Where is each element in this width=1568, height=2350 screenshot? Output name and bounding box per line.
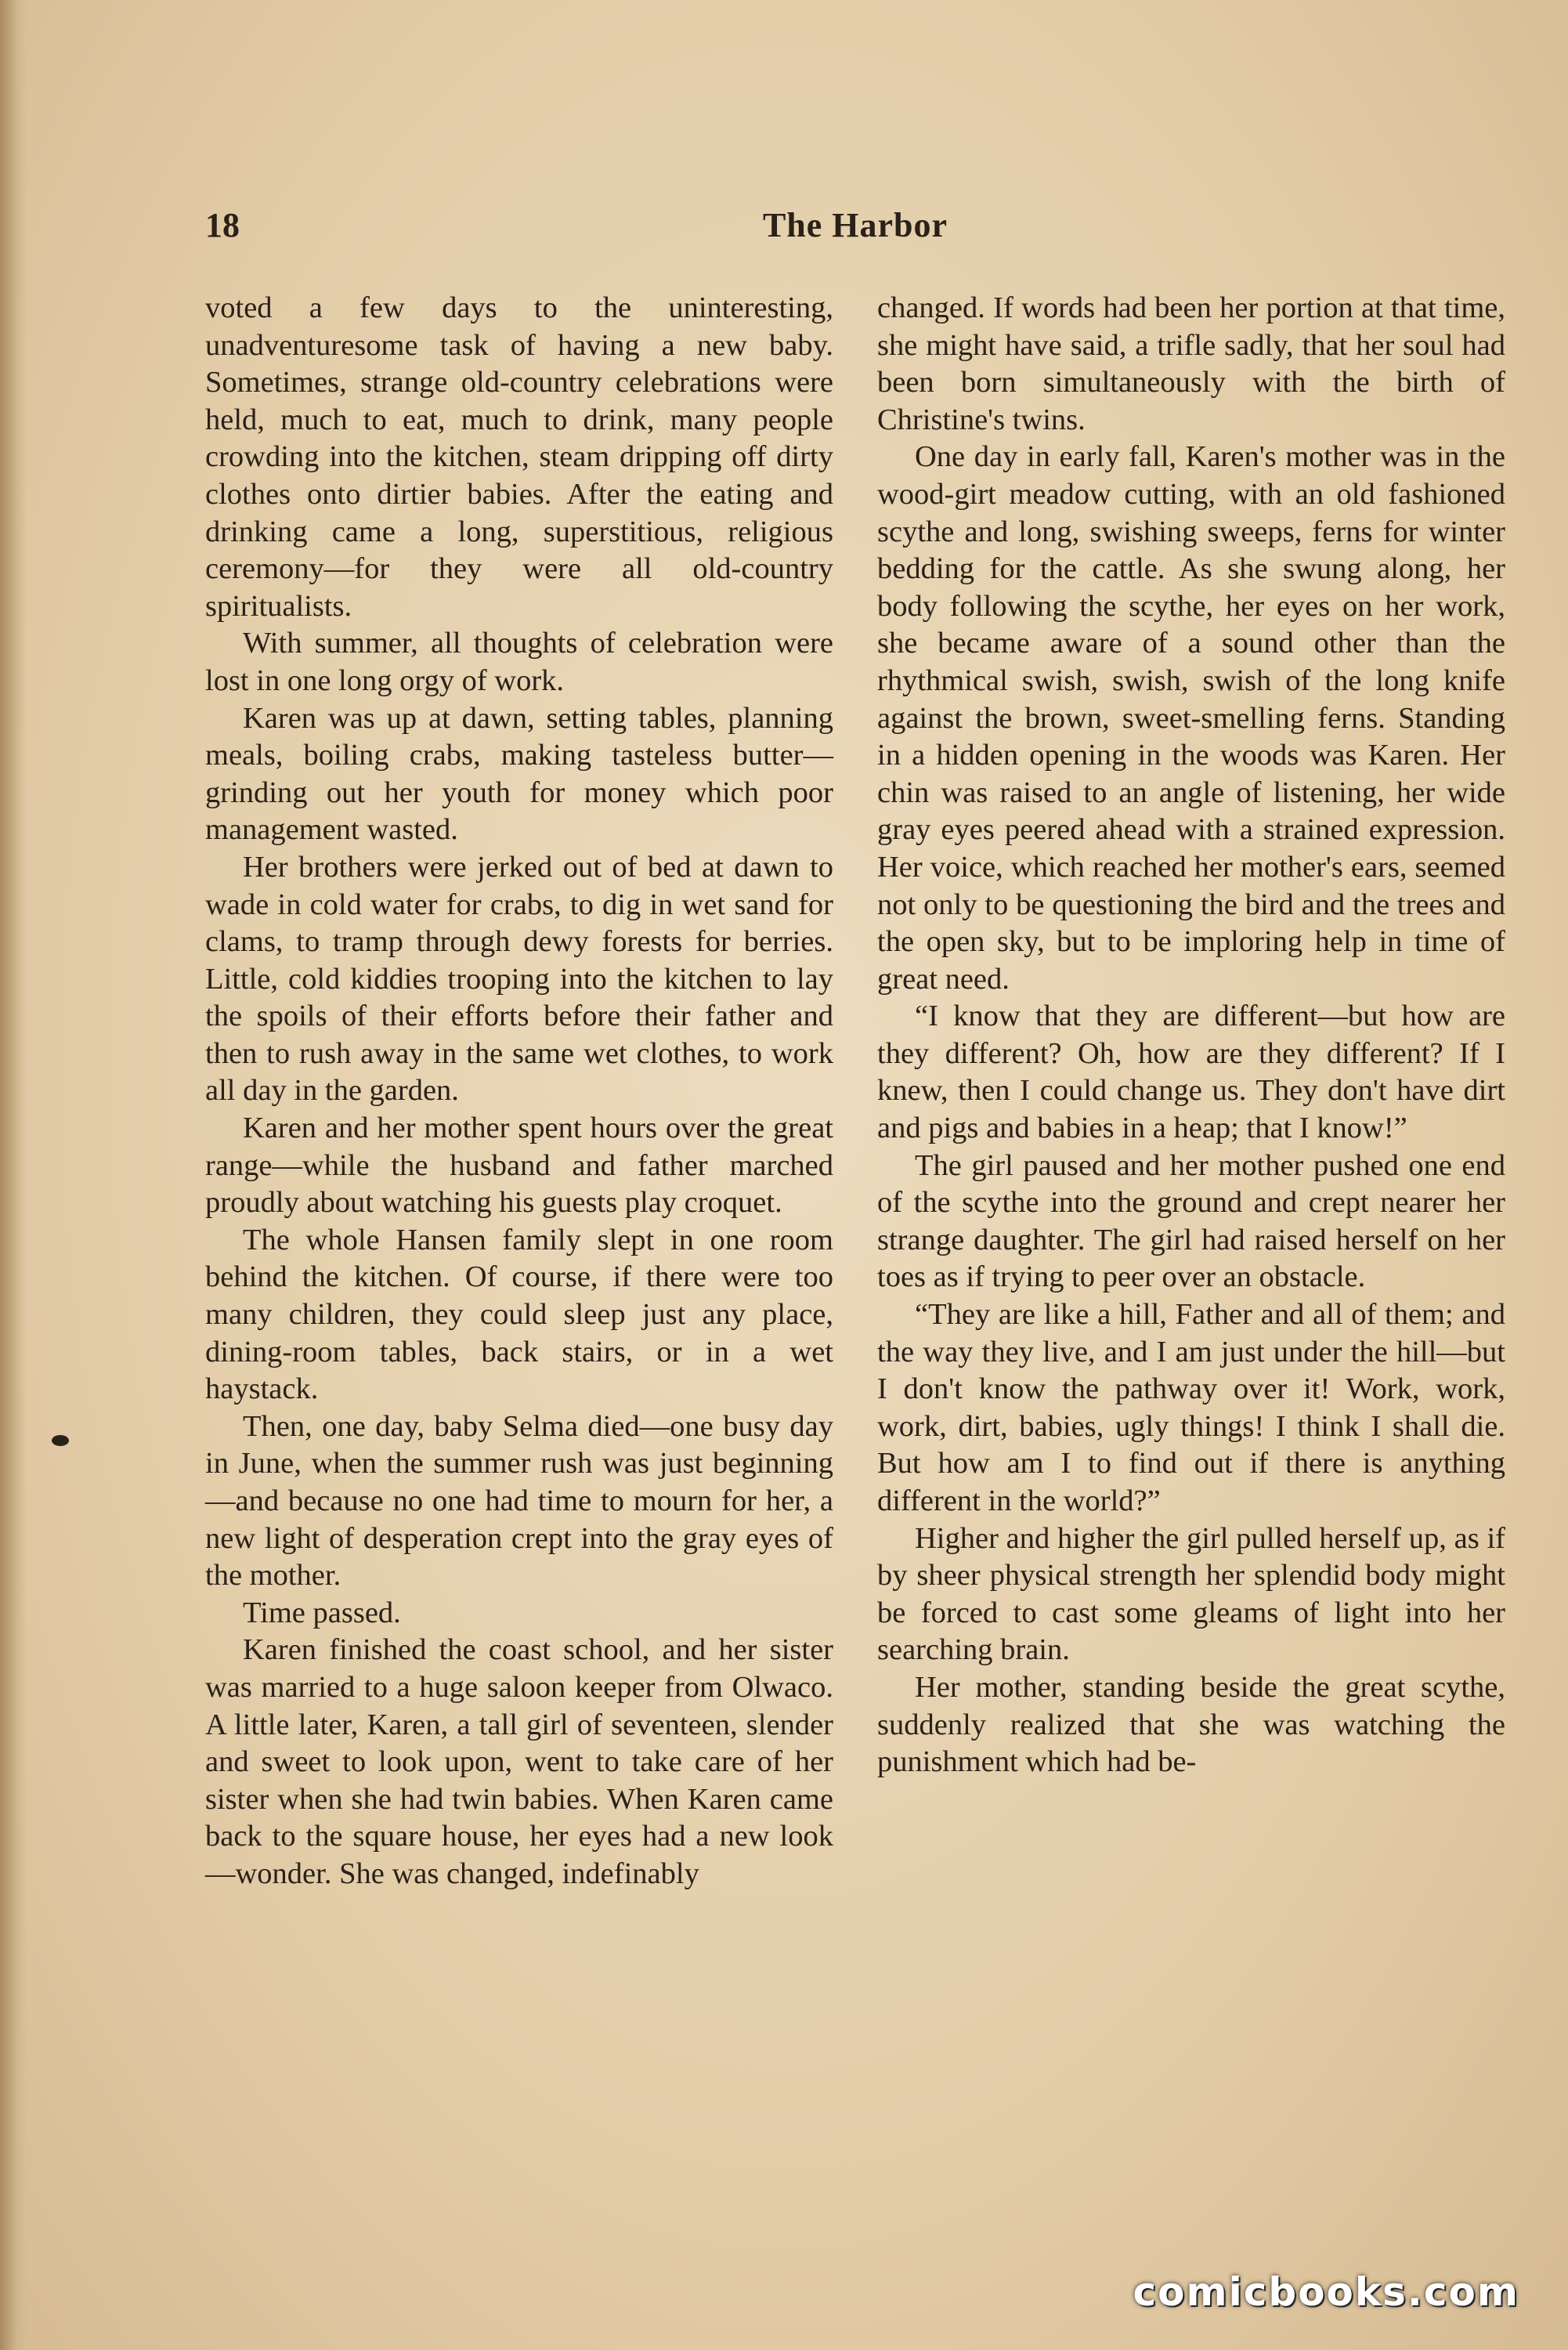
running-title: The Harbor	[762, 206, 948, 244]
paragraph: Karen finished the coast school, and her sister was married to a huge saloon keeper from Olwaco. A little later, Karen, a tall girl of seventeen, slender and sweet to look upon, went to take care of her sister when she had twin babies. When Karen came back to the square house, her eyes had a new look—wonder. She was changed, indefinably	[205, 1633, 833, 1890]
paragraph: “I know that they are different—but how are they different? Oh, how are they different? If I knew, then I could change us. They don't have dirt and pigs and babies in a heap; that I know!”	[877, 1000, 1505, 1145]
site-watermark: comicbooks.com	[1133, 2269, 1519, 2315]
paragraph: The girl paused and her mother pushed one end of the scythe into the ground and crept nearer her strange daughter. The girl had raised herself on her toes as if trying to peer over an obstacle.	[877, 1148, 1505, 1294]
left-column	[205, 290, 833, 1893]
paragraph: Time passed.	[243, 1596, 401, 1629]
paragraph: Her mother, standing beside the great scythe, suddenly realized that she was watching the punishment which had be-	[877, 1670, 1505, 1779]
paragraph: Karen and her mother spent hours over the great range—while the husband and father marched proudly about watching his guests play croquet.	[205, 1112, 833, 1220]
paragraph: “They are like a hill, Father and all of them; and the way they live, and I am just under the hill—but I don't know the pathway over it! Work, work, work, dirt, babies, ugly things! I think I shall die. But how am I to find out if there is anything different in the world?”	[877, 1298, 1505, 1517]
ink-speck	[52, 1435, 69, 1446]
page-spine-shadow	[0, 0, 27, 2350]
paragraph: Karen was up at dawn, setting tables, planning meals, boiling crabs, making tasteless butter—grinding out her youth for money which poor management wasted.	[205, 701, 833, 847]
paragraph: With summer, all thoughts of celebration were lost in one long orgy of work.	[205, 627, 833, 697]
paragraph: Then, one day, baby Selma died—one busy day in June, when the summer rush was just beginning—and because no one had time to mourn for her, a new light of desperation crept into the gray eyes of the mother.	[205, 1409, 833, 1593]
page-header	[205, 205, 1505, 260]
paragraph: One day in early fall, Karen's mother was in the wood-girt meadow cutting, with an old fashioned scythe and long, swishing sweeps, ferns for winter bedding for the cattle. As she swung along, her body following the scythe, her eyes on her work, she became aware of a sound other than the rhythmical swish, swish, swish of the long knife against the brown, sweet-smelling ferns. Standing in a hidden opening in the woods was Karen. Her chin was raised to an angle of listening, her wide gray eyes peered ahead with a strained expression. Her voice, which reached her mother's ears, seemed not only to be questioning the bird and the trees and the open sky, but to be imploring help in time of great need.	[877, 440, 1505, 996]
paragraph: Her brothers were jerked out of bed at dawn to wade in cold water for crabs, to dig in wet sand for clams, to tramp through dewy forests for berries. Little, cold kiddies trooping into the kitchen to lay the spoils of their efforts before their father and then to rush away in the same wet clothes, to work all day in the garden.	[205, 850, 833, 1108]
paragraph: Higher and higher the girl pulled herself up, as if by sheer physical strength her splendid body might be forced to cast some gleams of light into her searching brain.	[877, 1521, 1505, 1667]
paragraph: changed. If words had been her portion at that time, she might have said, a trifle sadly, that her soul had been born simultaneously with the birth of Christine's twins.	[877, 291, 1505, 436]
paragraph: The whole Hansen family slept in one room behind the kitchen. Of course, if there were too many children, they could sleep just any place, dining-room tables, back stairs, or in a wet haystack.	[205, 1223, 833, 1406]
page-number: 18	[205, 206, 240, 244]
paragraph: voted a few days to the uninteresting, unadventuresome task of having a new baby. Sometimes, strange old-country celebrations were held, much to eat, much to drink, many people crowding into the kitchen, steam dripping off dirty clothes onto dirtier babies. After the eating and drinking came a long, superstitious, religious ceremony—for they were all old-country spiritualists.	[205, 291, 833, 623]
right-column	[877, 290, 1505, 1781]
